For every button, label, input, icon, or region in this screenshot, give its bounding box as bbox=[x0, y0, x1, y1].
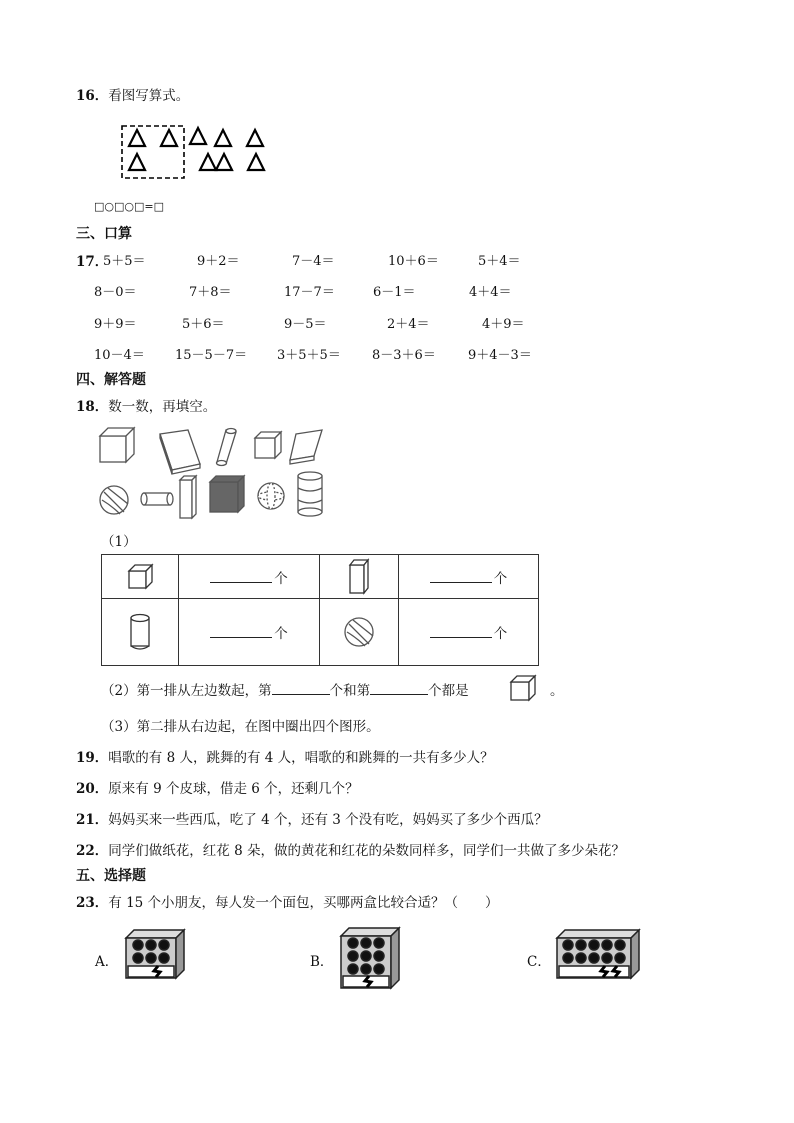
cuboid-icon bbox=[345, 558, 373, 596]
q19-text: 唱歌的有 8 人，跳舞的有 4 人，唱歌的和跳舞的一共有多少人？ bbox=[108, 750, 494, 766]
q20 bbox=[76, 777, 359, 797]
calc-item: 6－1＝ bbox=[373, 285, 416, 300]
answer-blank[interactable] bbox=[430, 625, 492, 638]
option-a-label[interactable]: A． bbox=[95, 954, 119, 970]
table-cell bbox=[179, 555, 320, 599]
calc-item: 8－3＋6＝ bbox=[372, 348, 436, 363]
ball-icon bbox=[100, 486, 128, 514]
triangle-icon bbox=[200, 154, 216, 170]
table-cell bbox=[320, 555, 399, 599]
calc-item: 5＋5＝ bbox=[103, 254, 146, 269]
cuboid-icon bbox=[180, 476, 196, 518]
answer-blank[interactable] bbox=[210, 570, 272, 583]
calc-item: 3＋5＋5＝ bbox=[277, 348, 341, 363]
table-cell bbox=[399, 555, 539, 599]
cube-icon bbox=[255, 432, 281, 458]
q18 bbox=[76, 395, 216, 415]
calc-item: 10－4＝ bbox=[94, 348, 145, 363]
triangle-icon bbox=[248, 154, 264, 170]
q18-number: 18． bbox=[76, 399, 109, 415]
table-cell bbox=[102, 555, 179, 599]
q20-number: 20． bbox=[76, 781, 109, 797]
triangle-icon bbox=[216, 154, 232, 170]
triangle-icon bbox=[215, 130, 231, 146]
q23 bbox=[76, 891, 499, 911]
q16-number: 16． bbox=[76, 88, 109, 104]
cube-icon bbox=[210, 476, 244, 512]
cylinder-icon bbox=[128, 612, 152, 652]
cylinder-icon bbox=[217, 429, 237, 466]
q22-text: 同学们做纸花，红花 8 朵，做的黄花和红花的朵数同样多，同学们一共做了多少朵花？ bbox=[108, 843, 625, 859]
calc-item: 17－7＝ bbox=[284, 285, 335, 300]
solid-shapes-figure bbox=[96, 424, 336, 522]
unit-label: 个 bbox=[493, 626, 508, 642]
calc-item: 8－0＝ bbox=[94, 285, 137, 300]
p2-text-b: 个和第 bbox=[329, 683, 371, 699]
q16 bbox=[76, 84, 189, 104]
q18-part2 bbox=[101, 679, 469, 699]
ball-icon bbox=[258, 483, 284, 509]
q21-number: 21． bbox=[76, 812, 109, 828]
q16-formula: □○□○□=□ bbox=[94, 200, 164, 213]
calc-item: 9＋9＝ bbox=[94, 317, 137, 332]
calc-item: 4＋4＝ bbox=[469, 285, 512, 300]
unit-label: 个 bbox=[493, 570, 508, 587]
calc-item: 5＋4＝ bbox=[478, 254, 521, 269]
unit-label: 个 bbox=[274, 570, 288, 587]
table-cell bbox=[320, 599, 399, 666]
triangle-icon bbox=[190, 128, 206, 144]
q18-part3: （3）第二排从右边起，在图中圈出四个图形。 bbox=[101, 719, 380, 735]
table-cell bbox=[399, 599, 539, 666]
calc-item: 2＋4＝ bbox=[387, 317, 430, 332]
q23-text: 有 15 个小朋友，每人发一个面包，买哪两盒比较合适？（ ） bbox=[108, 895, 499, 911]
q18-text: 数一数，再填空。 bbox=[108, 399, 217, 415]
answer-blank[interactable] bbox=[272, 682, 330, 695]
triangles-figure bbox=[94, 122, 274, 182]
q19 bbox=[76, 746, 494, 766]
bread-box-a-icon[interactable] bbox=[124, 928, 194, 986]
table-cell bbox=[179, 599, 320, 666]
q22-number: 22． bbox=[76, 843, 109, 859]
cube-icon bbox=[508, 674, 538, 702]
calc-item: 9＋2＝ bbox=[197, 254, 240, 269]
answer-blank[interactable] bbox=[370, 682, 428, 695]
ball-icon bbox=[342, 615, 376, 649]
q18-part1: （1） bbox=[101, 534, 137, 550]
q16-text: 看图写算式。 bbox=[108, 88, 190, 104]
calc-item: 9＋4－3＝ bbox=[468, 348, 532, 363]
q21-text: 妈妈买来一些西瓜，吃了 4 个，还有 3 个没有吃，妈妈买了多少个西瓜？ bbox=[108, 812, 548, 828]
option-b-label[interactable]: B． bbox=[310, 954, 334, 970]
cuboid-icon bbox=[290, 430, 322, 464]
triangle-icon bbox=[161, 130, 177, 146]
q17-number: 17． bbox=[76, 254, 109, 270]
count-table bbox=[101, 554, 539, 666]
triangle-icon bbox=[129, 130, 145, 146]
bread-box-c-icon[interactable] bbox=[555, 928, 647, 986]
section-4-title: 四、解答题 bbox=[76, 372, 146, 388]
table-cell bbox=[102, 599, 179, 666]
q22 bbox=[76, 839, 625, 859]
calc-item: 10＋6＝ bbox=[388, 254, 439, 269]
triangle-icon bbox=[247, 130, 263, 146]
calc-item: 15－5－7＝ bbox=[175, 348, 248, 363]
calc-item: 7－4＝ bbox=[292, 254, 335, 269]
cube-icon bbox=[100, 428, 134, 462]
q21 bbox=[76, 808, 548, 828]
triangle-icon bbox=[129, 154, 145, 170]
p2-text-c: 个都是 bbox=[428, 683, 469, 699]
bread-box-b-icon[interactable] bbox=[339, 926, 411, 992]
answer-blank[interactable] bbox=[210, 625, 272, 638]
option-c-label[interactable]: C． bbox=[527, 954, 551, 970]
section-3-title: 三、口算 bbox=[76, 226, 132, 242]
q19-number: 19． bbox=[76, 750, 109, 766]
calc-item: 7＋8＝ bbox=[189, 285, 232, 300]
section-5-title: 五、选择题 bbox=[76, 868, 146, 884]
unit-label: 个 bbox=[274, 626, 288, 642]
q20-text: 原来有 9 个皮球，借走 6 个，还剩几个？ bbox=[108, 781, 359, 797]
calc-item: 5＋6＝ bbox=[182, 317, 225, 332]
calc-item: 9－5＝ bbox=[284, 317, 327, 332]
calc-item: 4＋9＝ bbox=[482, 317, 525, 332]
cube-icon bbox=[126, 563, 154, 591]
p2-text-d: 。 bbox=[550, 683, 564, 699]
answer-blank[interactable] bbox=[430, 570, 492, 583]
cuboid-icon bbox=[160, 430, 200, 474]
q23-number: 23． bbox=[76, 895, 109, 911]
cylinder-icon bbox=[298, 472, 322, 516]
cylinder-icon bbox=[141, 493, 173, 505]
p2-text-a: （2）第一排从左边数起，第 bbox=[101, 683, 272, 699]
